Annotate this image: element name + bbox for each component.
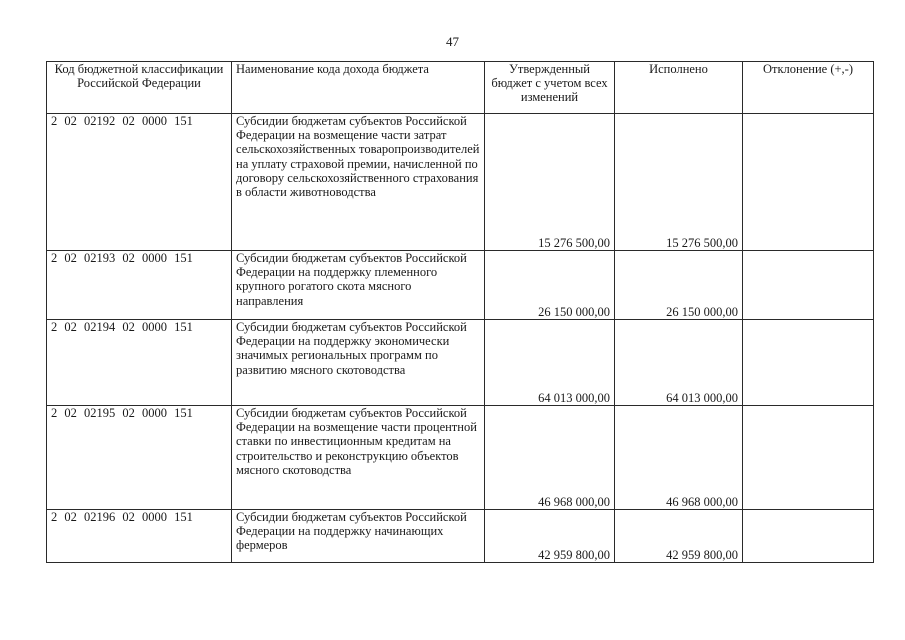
header-approved: Утвержденный бюджет с учетом всех изменений [485,62,615,114]
row-deviation [743,114,874,251]
header-code: Код бюджетной классификации Российской Федерации [47,62,232,114]
table-row [47,406,874,510]
row-name: Субсидии бюджетам субъектов Российской Федерации на поддержку экономически значимых региональных программ по развитию мясного скотоводства [232,320,485,406]
row-deviation [743,510,874,563]
table-header-row [47,62,874,114]
row-executed: 42 959 800,00 [615,510,743,563]
row-executed: 15 276 500,00 [615,114,743,251]
row-executed: 64 013 000,00 [615,320,743,406]
header-name: Наименование кода дохода бюджета [232,62,485,114]
row-name: Субсидии бюджетам субъектов Российской Федерации на возмещение части процентной ставки по инвестиционным кредитам на строительство и реконструкцию объектов мясного скотоводства [232,406,485,510]
row-executed: 46 968 000,00 [615,406,743,510]
row-approved: 26 150 000,00 [485,251,615,320]
row-deviation [743,251,874,320]
row-code: 2 02 02192 02 0000 151 [47,114,232,251]
row-code: 2 02 02194 02 0000 151 [47,320,232,406]
row-deviation [743,320,874,406]
table-row [47,114,874,251]
row-deviation [743,406,874,510]
header-deviation: Отклонение (+,-) [743,62,874,114]
table-row [47,510,874,563]
row-approved: 42 959 800,00 [485,510,615,563]
row-code: 2 02 02196 02 0000 151 [47,510,232,563]
row-name: Субсидии бюджетам субъектов Российской Федерации на возмещение части затрат сельскохозяйственных товаропроизводителей на уплату страховой премии, начисленной по договору сельскохозяйственного страхования в области животноводства [232,114,485,251]
row-approved: 15 276 500,00 [485,114,615,251]
header-executed: Исполнено [615,62,743,114]
budget-revenue-table [46,61,874,563]
row-executed: 26 150 000,00 [615,251,743,320]
table-row [47,320,874,406]
row-code: 2 02 02193 02 0000 151 [47,251,232,320]
row-name: Субсидии бюджетам субъектов Российской Федерации на поддержку начинающих фермеров [232,510,485,563]
row-code: 2 02 02195 02 0000 151 [47,406,232,510]
row-name: Субсидии бюджетам субъектов Российской Федерации на поддержку племенного крупного рогатого скота мясного направления [232,251,485,320]
table-row [47,251,874,320]
row-approved: 64 013 000,00 [485,320,615,406]
page-number: 47 [446,34,459,49]
row-approved: 46 968 000,00 [485,406,615,510]
